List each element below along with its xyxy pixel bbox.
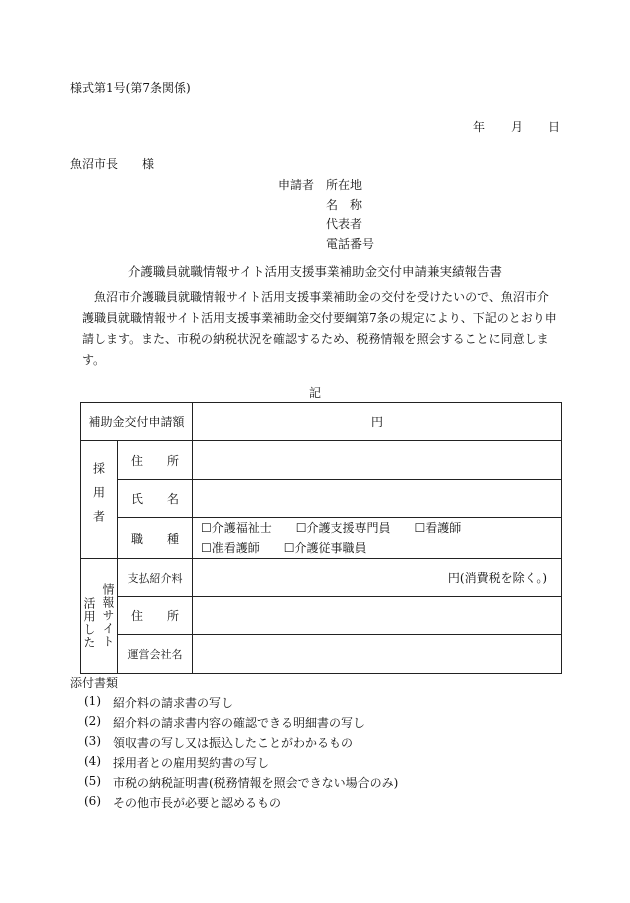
employee-group-cell [81, 441, 118, 559]
attachment-num: (2) [84, 714, 101, 728]
employee-address-label: 住 所 [118, 441, 193, 480]
employee-address-field[interactable] [193, 441, 562, 480]
job-options-cell[interactable] [193, 518, 562, 559]
fee-field[interactable] [193, 559, 562, 597]
job-options-row-2[interactable]: ☐准看護師 ☐介護従事職員 [201, 541, 367, 555]
operator-field[interactable] [193, 635, 562, 674]
date-month-label: 月 [511, 120, 524, 134]
form-number: 様式第1号(第7条関係) [70, 81, 191, 95]
fee-unit: 円(消費税を除く。) [447, 571, 548, 585]
applicant-name-label: 名 称 [326, 198, 363, 212]
employee-name-label: 氏 名 [118, 480, 193, 518]
amount-unit: 円 [371, 415, 384, 429]
site-address-label: 住 所 [118, 597, 193, 635]
applicant-phone-label: 電話番号 [326, 237, 375, 251]
attachment-num: (6) [84, 794, 101, 808]
employee-group-label: 採用者 [91, 462, 106, 534]
site-group-label-b: 情報サイト [101, 583, 115, 648]
attachment-text: 領収書の写し又は振込したことがわかるもの [113, 736, 354, 750]
attachment-text: 採用者との雇用契約書の写し [113, 756, 270, 770]
body-paragraph: 魚沼市介護職員就職情報サイト活用支援事業補助金の交付を受けたいので、魚沼市介護職員就職情報サイト活用支援事業補助金交付要綱第7条の規定により、下記のとおり申請します。また、市税の納税状況を確認するため、税務情報を照会することに同意します。 [82, 290, 557, 367]
attachment-num: (3) [84, 734, 101, 748]
amount-field[interactable] [193, 403, 562, 441]
attachments-heading: 添付書類 [70, 676, 119, 690]
date-year-label: 年 [473, 120, 486, 134]
amount-label: 補助金交付申請額 [81, 403, 193, 441]
attachment-text: 市税の納税証明書(税務情報を照会できない場合のみ) [113, 776, 399, 790]
operator-label: 運営会社名 [118, 635, 193, 674]
applicant-representative-label: 代表者 [326, 217, 363, 231]
site-group-cell [81, 559, 118, 674]
attachment-text: その他市長が必要と認めるもの [113, 796, 282, 810]
attachment-num: (1) [84, 694, 101, 708]
employee-job-label: 職 種 [118, 518, 193, 559]
attachment-text: 紹介料の請求書内容の確認できる明細書の写し [113, 716, 366, 730]
date-day-label: 日 [548, 120, 561, 134]
fee-label: 支払紹介料 [118, 559, 193, 597]
attachment-text: 紹介料の請求書の写し [113, 696, 234, 710]
document-title: 介護職員就職情報サイト活用支援事業補助金交付申請兼実績報告書 [127, 264, 503, 279]
attachment-num: (4) [84, 754, 101, 768]
employee-name-field[interactable] [193, 480, 562, 518]
job-options-row-1[interactable]: ☐介護福祉士 ☐介護支援専門員 ☐看護師 [201, 521, 462, 535]
applicant-label: 申請者 [278, 178, 315, 192]
addressee: 魚沼市長 様 [70, 157, 155, 171]
site-group-label-a: 活用した [82, 597, 96, 649]
site-address-field[interactable] [193, 597, 562, 635]
ki-label: 記 [308, 386, 321, 400]
application-table [80, 402, 562, 674]
attachment-num: (5) [84, 774, 101, 788]
applicant-address-label: 所在地 [326, 178, 363, 192]
